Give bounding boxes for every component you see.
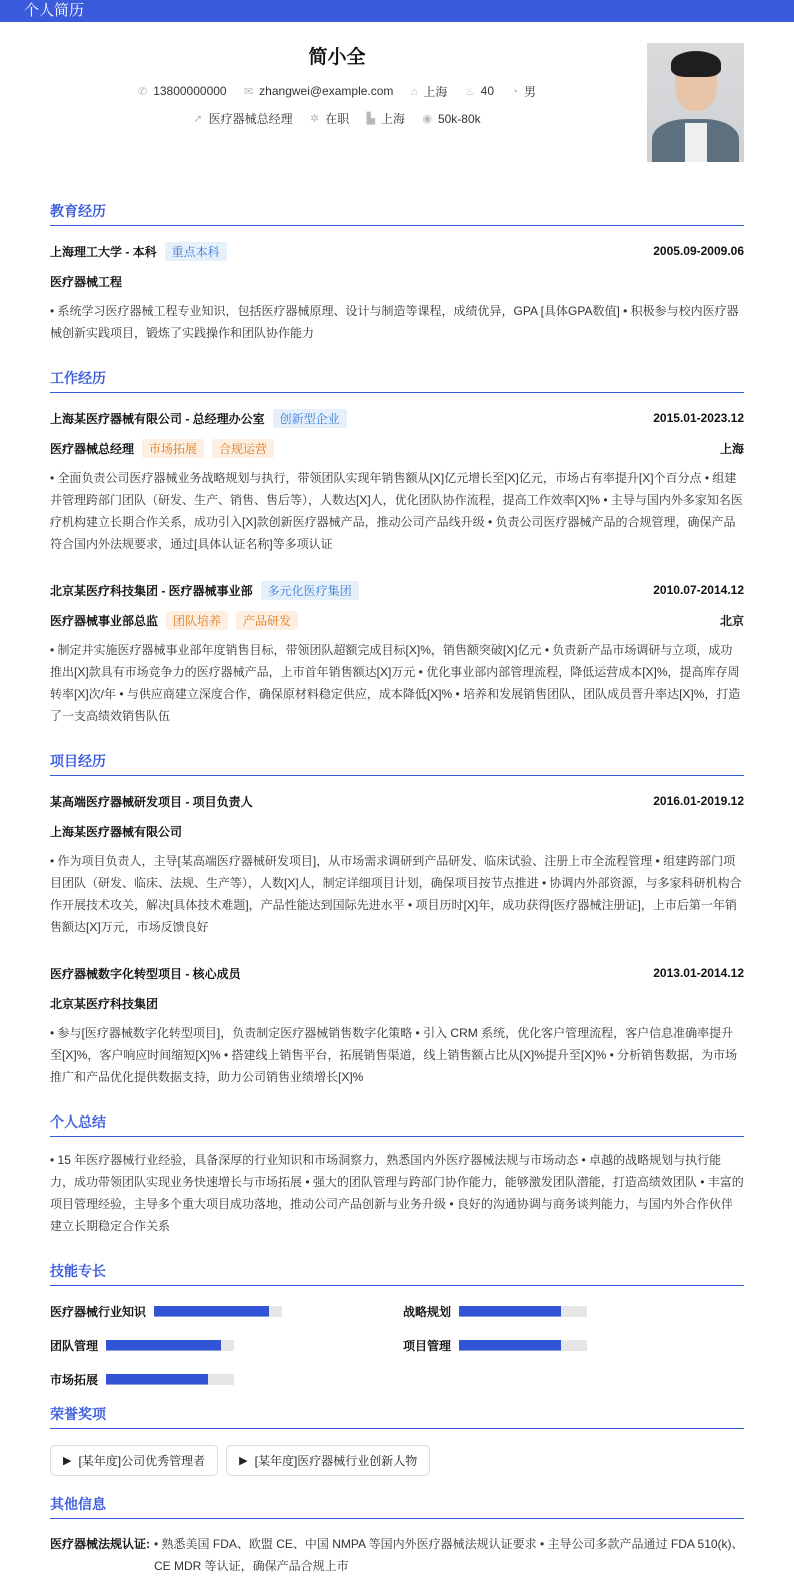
skills-grid	[50, 1286, 744, 1390]
other-label: 医疗器械法规认证:	[50, 1537, 150, 1551]
skill-name: 项目管理	[403, 1338, 452, 1353]
role: 医疗器械总经理	[50, 441, 135, 456]
phone-icon: ✆	[137, 85, 148, 98]
education-header	[50, 236, 744, 266]
work-entry	[50, 403, 744, 565]
work-header	[50, 575, 744, 605]
award-label: [某年度]公司优秀管理者	[78, 1454, 206, 1468]
skill-name: 医疗器械行业知识	[50, 1304, 147, 1319]
section-title-education: 教育经历	[50, 201, 744, 226]
project-org: 北京某医疗科技集团	[50, 996, 159, 1011]
project-desc: • 参与[医疗器械数字化转型项目]，负责制定医疗器械销售数字化策略 • 引入 CRM 系统，优化客户管理流程，客户信息准确率提升至[X]%，客户响应时间缩短[X]% • 搭建线上销售平台，拓展销售渠道，线上销售额占比从[X]%提升至[X]% • 分析销售数据，为市场推广和产品优化提供数据支持，助力公司销售业绩增长[X]%	[50, 1026, 738, 1084]
section-title-other: 其他信息	[50, 1494, 744, 1519]
age-icon: ♨	[464, 85, 475, 98]
status: 在职	[325, 112, 350, 126]
role-tag: 产品研发	[236, 611, 298, 630]
section-title-skills: 技能专长	[50, 1261, 744, 1286]
gender: 男	[524, 85, 537, 99]
education-left	[50, 242, 227, 261]
resume-body	[0, 201, 794, 1577]
major-row	[50, 266, 744, 296]
role-tag: 团队培养	[166, 611, 228, 630]
skill-bar	[459, 1306, 587, 1317]
email: zhangwei@example.com	[259, 84, 394, 98]
work-entry	[50, 575, 744, 737]
section-title-awards: 荣誉奖项	[50, 1404, 744, 1429]
skill-bar	[106, 1374, 234, 1385]
skill-item	[50, 1368, 403, 1390]
profile-header	[0, 22, 794, 187]
role-tag: 市场拓展	[142, 439, 204, 458]
play-icon[interactable]: ▶	[63, 1455, 72, 1467]
education-entry	[50, 236, 744, 354]
project-entry	[50, 786, 744, 948]
company-name: 北京某医疗科技集团 - 医疗器械事业部	[50, 583, 253, 598]
other-item	[50, 1519, 744, 1577]
city: 上海	[423, 85, 448, 99]
role-tag: 合规运营	[212, 439, 274, 458]
skill-bar-fill	[459, 1306, 561, 1317]
gender-icon: ◔	[511, 85, 519, 98]
role: 医疗器械事业部总监	[50, 613, 159, 628]
salary: 50k-80k	[437, 111, 481, 126]
work-date: 2015.01-2023.12	[653, 411, 744, 425]
other-value: • 熟悉美国 FDA、欧盟 CE、中国 NMPA 等国内外医疗器械法规认证要求 • 主导公司多款产品通过 FDA 510(k)、CE MDR 等认证，确保产品合规上市	[154, 1537, 744, 1573]
skill-name: 市场拓展	[50, 1372, 99, 1387]
skill-item	[50, 1300, 403, 1322]
project-date: 2016.01-2019.12	[653, 794, 744, 808]
work-date: 2010.07-2014.12	[653, 583, 744, 597]
skill-bar	[154, 1306, 282, 1317]
work-desc: • 全面负责公司医疗器械业务战略规划与执行，带领团队实现年销售额从[X]亿元增长至[X]亿元，市场占有率提升[X]个百分点 • 组建并管理跨部门团队（研发、生产、销售、售后等），人数达[X]人，优化团队协作流程，提高工作效率[X]% • 主导与国内外多家知名医疗机构建立长期合作关系，成功引入[X]款创新医疗器械产品，推动公司产品线升级 • 负责公司医疗器械产品的合规管理，确保产品符合国内外法规要求，通过[具体认证名称]等多项认证	[50, 471, 743, 551]
project-org-row	[50, 816, 744, 846]
role-left	[50, 439, 274, 458]
work-location: 上海	[719, 441, 744, 456]
page-title: 个人简历	[24, 2, 85, 19]
skill-item	[403, 1334, 744, 1356]
work-desc: • 制定并实施医疗器械事业部年度销售目标，带领团队超额完成目标[X]%，销售额突破[X]亿元 • 负责新产品市场调研与立项，成功推出[X]款具有市场竞争力的医疗器械产品，上市首年销售额达[X]万元 • 优化事业部内部管理流程，降低运营成本[X]%，提高库存周转率[X]次/年 • 与供应商建立深度合作，确保原材料稳定供应，成本降低[X]% • 培养和发展销售团队，团队成员晋升率达[X]%，打造了一支高绩效销售队伍	[50, 643, 741, 723]
skill-item	[50, 1334, 403, 1356]
work-header	[50, 403, 744, 433]
skill-bar	[459, 1340, 587, 1351]
award-item[interactable]	[226, 1445, 430, 1476]
skill-name: 战略规划	[403, 1304, 452, 1319]
salary-icon: ◉	[422, 113, 432, 125]
project-desc: • 作为项目负责人，主导[某高端医疗器械研发项目]，从市场需求调研到产品研发、临床试验、注册上市全流程管理 • 组建跨部门项目团队（研发、临床、法规、生产等），人数[X]人，制定详细项目计划，确保项目按节点推进 • 协调内外部资源，与多家科研机构合作开展技术攻关，解决[具体技术难题]，产品性能达到国际先进水平 • 项目历时[X]年，成功获得[医疗器械注册证]，上市后第一年销售额达[X]万元，市场反馈良好	[50, 854, 742, 934]
section-title-projects: 项目经历	[50, 751, 744, 776]
project-name: 某高端医疗器械研发项目 - 项目负责人	[50, 794, 253, 809]
phone: 13800000000	[153, 84, 227, 98]
candidate-name: 简小全	[308, 47, 366, 68]
send-icon: ➚	[193, 113, 203, 125]
role-row	[50, 433, 744, 463]
role-row	[50, 605, 744, 635]
role-left	[50, 611, 298, 630]
project-org-row	[50, 988, 744, 1018]
work-location: 北京	[719, 613, 744, 628]
skill-item	[403, 1300, 744, 1322]
avatar-photo	[647, 43, 744, 162]
company-tag: 创新型企业	[273, 409, 347, 428]
company-name: 上海某医疗器械有限公司 - 总经理办公室	[50, 411, 265, 426]
school-name: 上海理工大学 - 本科	[50, 244, 157, 259]
school-tag: 重点本科	[165, 242, 227, 261]
education-date: 2005.09-2009.06	[653, 244, 744, 258]
skill-bar-fill	[154, 1306, 269, 1317]
skill-bar-fill	[459, 1340, 561, 1351]
work-left	[50, 581, 359, 600]
company-tag: 多元化医疗集团	[261, 581, 359, 600]
contact-line	[0, 83, 674, 100]
project-org: 上海某医疗器械有限公司	[50, 824, 183, 839]
status-icon: ✲	[309, 113, 320, 125]
home-icon: ⌂	[410, 85, 418, 98]
work-left	[50, 409, 347, 428]
age: 40	[480, 84, 495, 98]
work-city: 上海	[380, 112, 405, 126]
building-icon: ▙	[366, 113, 375, 125]
award-item[interactable]	[50, 1445, 218, 1476]
skill-bar-fill	[106, 1374, 208, 1385]
skill-name: 团队管理	[50, 1338, 99, 1353]
summary-text: • 15 年医疗器械行业经验，具备深厚的行业知识和市场洞察力，熟悉国内外医疗器械法规与市场动态 • 卓越的战略规划与执行能力，成功带领团队实现业务快速增长与市场拓展 • 强大的团队管理与跨部门协作能力，能够激发团队潜能，打造高绩效团队 • 丰富的项目管理经验，主导多个重大项目成功落地，推动公司产品创新与业务升级 • 良好的沟通协调与商务谈判能力，与国内外合作伙伴建立长期稳定合作关系	[50, 1153, 744, 1233]
major: 医疗器械工程	[50, 274, 123, 289]
job-intent-line	[0, 110, 674, 127]
award-label: [某年度]医疗器械行业创新人物	[254, 1454, 418, 1468]
position: 医疗器械总经理	[208, 112, 293, 126]
play-icon[interactable]: ▶	[239, 1455, 248, 1467]
top-bar	[0, 0, 794, 22]
skill-bar	[106, 1340, 234, 1351]
skill-bar-fill	[106, 1340, 221, 1351]
section-title-work: 工作经历	[50, 368, 744, 393]
mail-icon: ✉	[243, 85, 254, 98]
project-entry	[50, 958, 744, 1098]
section-title-summary: 个人总结	[50, 1112, 744, 1137]
project-date: 2013.01-2014.12	[653, 966, 744, 980]
project-name: 医疗器械数字化转型项目 - 核心成员	[50, 966, 241, 981]
project-header	[50, 786, 744, 816]
education-desc: • 系统学习医疗器械工程专业知识，包括医疗器械原理、设计与制造等课程，成绩优异，GPA [具体GPA数值] • 积极参与校内医疗器械创新实践项目，锻炼了实践操作和团队协作能力	[50, 304, 739, 340]
project-header	[50, 958, 744, 988]
awards-list	[50, 1429, 744, 1480]
